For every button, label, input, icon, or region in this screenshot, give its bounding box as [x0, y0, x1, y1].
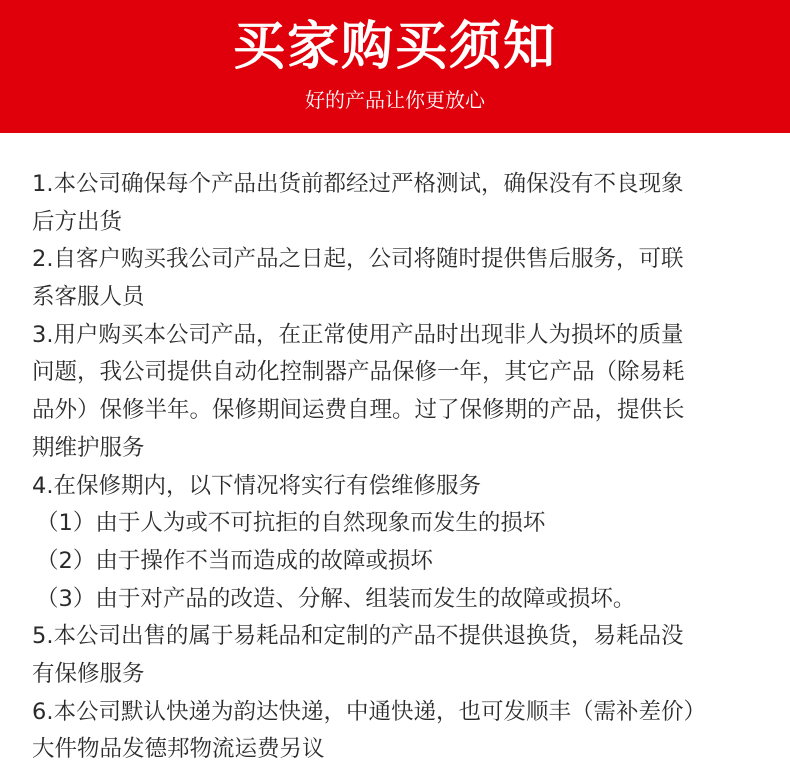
- notice-subitem-2: （2）由于操作不当而造成的故障或损坏: [36, 547, 433, 574]
- notice-line-6: 问题，我公司提供自动化控制器产品保修一年，其它产品（除易耗: [32, 359, 685, 386]
- notice-line-8: 期维护服务: [32, 434, 145, 461]
- notice-line-9: 4.在保修期内，以下情况将实行有偿维修服务: [32, 472, 481, 499]
- notice-line-5: 3.用户购买本公司产品，在正常使用产品时出现非人为损坏的质量: [32, 321, 684, 348]
- notice-line-15: 6.本公司默认快递为韵达快递，中通快递，也可发顺丰（需补差价）: [32, 698, 706, 725]
- notice-line-4: 系客服人员: [32, 284, 145, 311]
- notice-line-1: 1.本公司确保每个产品出货前都经过严格测试，确保没有不良现象: [32, 171, 684, 197]
- notice-subitem-3: （3）由于对产品的改造、分解、组装而发生的故障或损坏。: [36, 585, 636, 612]
- notice-line-7: 品外）保修半年。保修期间运费自理。过了保修期的产品，提供长: [32, 397, 685, 424]
- header-banner: [0, 0, 790, 133]
- page-subtitle: 好的产品让你更放心: [305, 88, 485, 112]
- notice-body: [32, 166, 770, 769]
- notice-line-2: 后方出货: [32, 208, 123, 235]
- notice-line-13: 5.本公司出售的属于易耗品和定制的产品不提供退换货，易耗品没: [32, 623, 684, 650]
- notice-line-16: 大件物品发德邦物流运费另议: [32, 736, 325, 763]
- notice-line-14: 有保修服务: [32, 660, 145, 687]
- page-title: 买家购买须知: [232, 17, 557, 77]
- notice-subitem-1: （1）由于人为或不可抗拒的自然现象而发生的损坏: [36, 510, 546, 537]
- notice-line-3: 2.自客户购买我公司产品之日起，公司将随时提供售后服务，可联: [32, 246, 684, 273]
